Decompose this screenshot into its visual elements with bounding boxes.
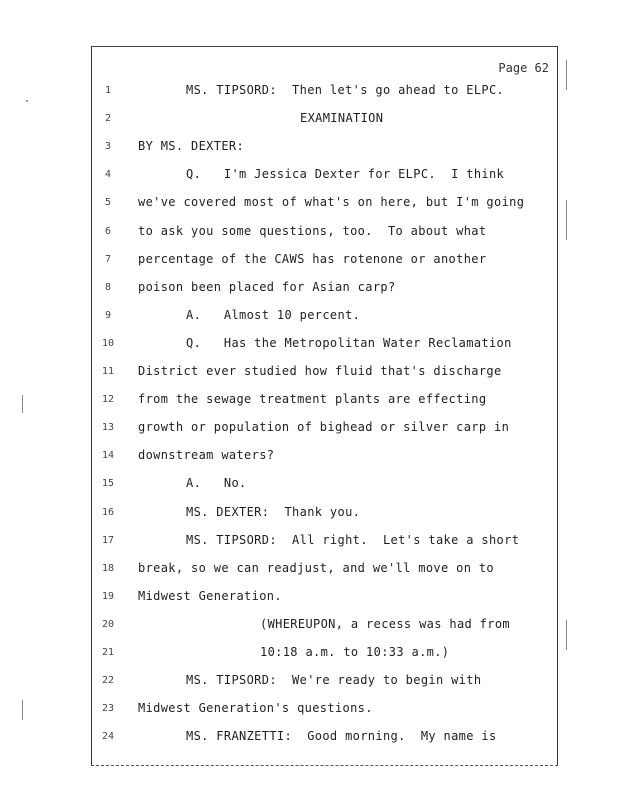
line-number: 23 — [101, 703, 115, 715]
line-text: 10:18 a.m. to 10:33 a.m.) — [260, 645, 450, 659]
transcript-line — [92, 729, 557, 757]
transcript-line — [92, 561, 557, 589]
transcript-line — [92, 701, 557, 729]
transcript-frame — [91, 46, 558, 766]
line-number: 20 — [101, 618, 115, 630]
transcript-line — [92, 111, 557, 139]
line-number: 3 — [104, 141, 112, 153]
scan-artifact — [22, 700, 23, 720]
line-text: (WHEREUPON, a recess was had from — [260, 616, 510, 631]
line-text: MS. DEXTER: Thank you. — [186, 504, 361, 519]
line-number: 7 — [104, 253, 112, 265]
transcript-line — [92, 392, 557, 420]
line-text: MS. TIPSORD: Then let's go ahead to ELPC. — [186, 83, 505, 97]
line-text: EXAMINATION — [300, 111, 384, 126]
scan-artifact — [566, 60, 567, 90]
transcript-line — [92, 673, 557, 701]
line-number: 2 — [104, 113, 112, 125]
transcript-line — [92, 195, 557, 223]
transcript-line — [92, 83, 557, 111]
line-text: break, so we can readjust, and we'll move on to — [138, 560, 495, 575]
line-text: A. Almost 10 percent. — [186, 307, 361, 322]
page-number: Page 62 — [498, 61, 549, 75]
scan-artifact — [566, 200, 567, 240]
line-text: Midwest Generation. — [138, 588, 282, 603]
line-text: District ever studied how fluid that's discharge — [138, 364, 502, 378]
transcript-line — [92, 224, 557, 252]
line-number: 13 — [101, 422, 115, 434]
scan-artifact — [22, 395, 23, 413]
line-number: 12 — [101, 394, 115, 406]
transcript-line — [92, 476, 557, 504]
line-number: 4 — [104, 169, 112, 181]
line-number: 17 — [101, 534, 115, 546]
transcript-line — [92, 448, 557, 476]
line-text: BY MS. DEXTER: — [138, 139, 245, 154]
transcript-line — [92, 617, 557, 645]
line-text: MS. TIPSORD: We're ready to begin with — [186, 673, 482, 688]
line-number: 19 — [101, 590, 115, 602]
line-text: poison been placed for Asian carp? — [138, 279, 396, 294]
scan-artifact — [566, 620, 567, 650]
transcript-line — [92, 336, 557, 364]
line-text: percentage of the CAWS has rotenone or another — [138, 251, 487, 266]
line-text: from the sewage treatment plants are effecting — [138, 392, 487, 407]
line-number: 9 — [104, 309, 112, 321]
line-number: 15 — [101, 478, 115, 490]
transcript-line — [92, 645, 557, 673]
line-number: 18 — [101, 562, 115, 574]
line-text: MS. FRANZETTI: Good morning. My name is — [186, 729, 497, 744]
transcript-line — [92, 505, 557, 533]
transcript-line — [92, 167, 557, 195]
line-text: MS. TIPSORD: All right. Let's take a short — [186, 532, 520, 547]
line-text: Q. Has the Metropolitan Water Reclamation — [186, 335, 512, 350]
line-number: 21 — [101, 647, 115, 658]
line-number: 1 — [104, 85, 112, 96]
line-number: 24 — [101, 731, 115, 743]
transcript-line — [92, 364, 557, 392]
line-text: growth or population of bighead or silver carp in — [138, 420, 510, 435]
line-text: A. No. — [186, 476, 247, 491]
line-text: downstream waters? — [138, 448, 275, 463]
line-number: 14 — [101, 450, 115, 462]
line-number: 16 — [101, 506, 115, 518]
transcript-line — [92, 139, 557, 167]
line-text: to ask you some questions, too. To about what — [138, 223, 487, 238]
line-number: 10 — [101, 337, 115, 349]
transcript-line — [92, 280, 557, 308]
transcript-line — [92, 533, 557, 561]
line-number: 8 — [104, 281, 112, 293]
line-number: 6 — [104, 225, 112, 237]
line-number: 5 — [104, 197, 112, 209]
transcript-line — [92, 252, 557, 280]
line-text: Midwest Generation's questions. — [138, 701, 373, 716]
scan-artifact — [26, 100, 28, 102]
transcript-line — [92, 420, 557, 448]
line-number: 22 — [101, 675, 115, 687]
line-text: Q. I'm Jessica Dexter for ELPC. I think — [186, 167, 505, 182]
transcript-line — [92, 308, 557, 336]
transcript-line — [92, 589, 557, 617]
line-text: we've covered most of what's on here, but I'm going — [138, 195, 525, 210]
line-number: 11 — [101, 366, 115, 377]
